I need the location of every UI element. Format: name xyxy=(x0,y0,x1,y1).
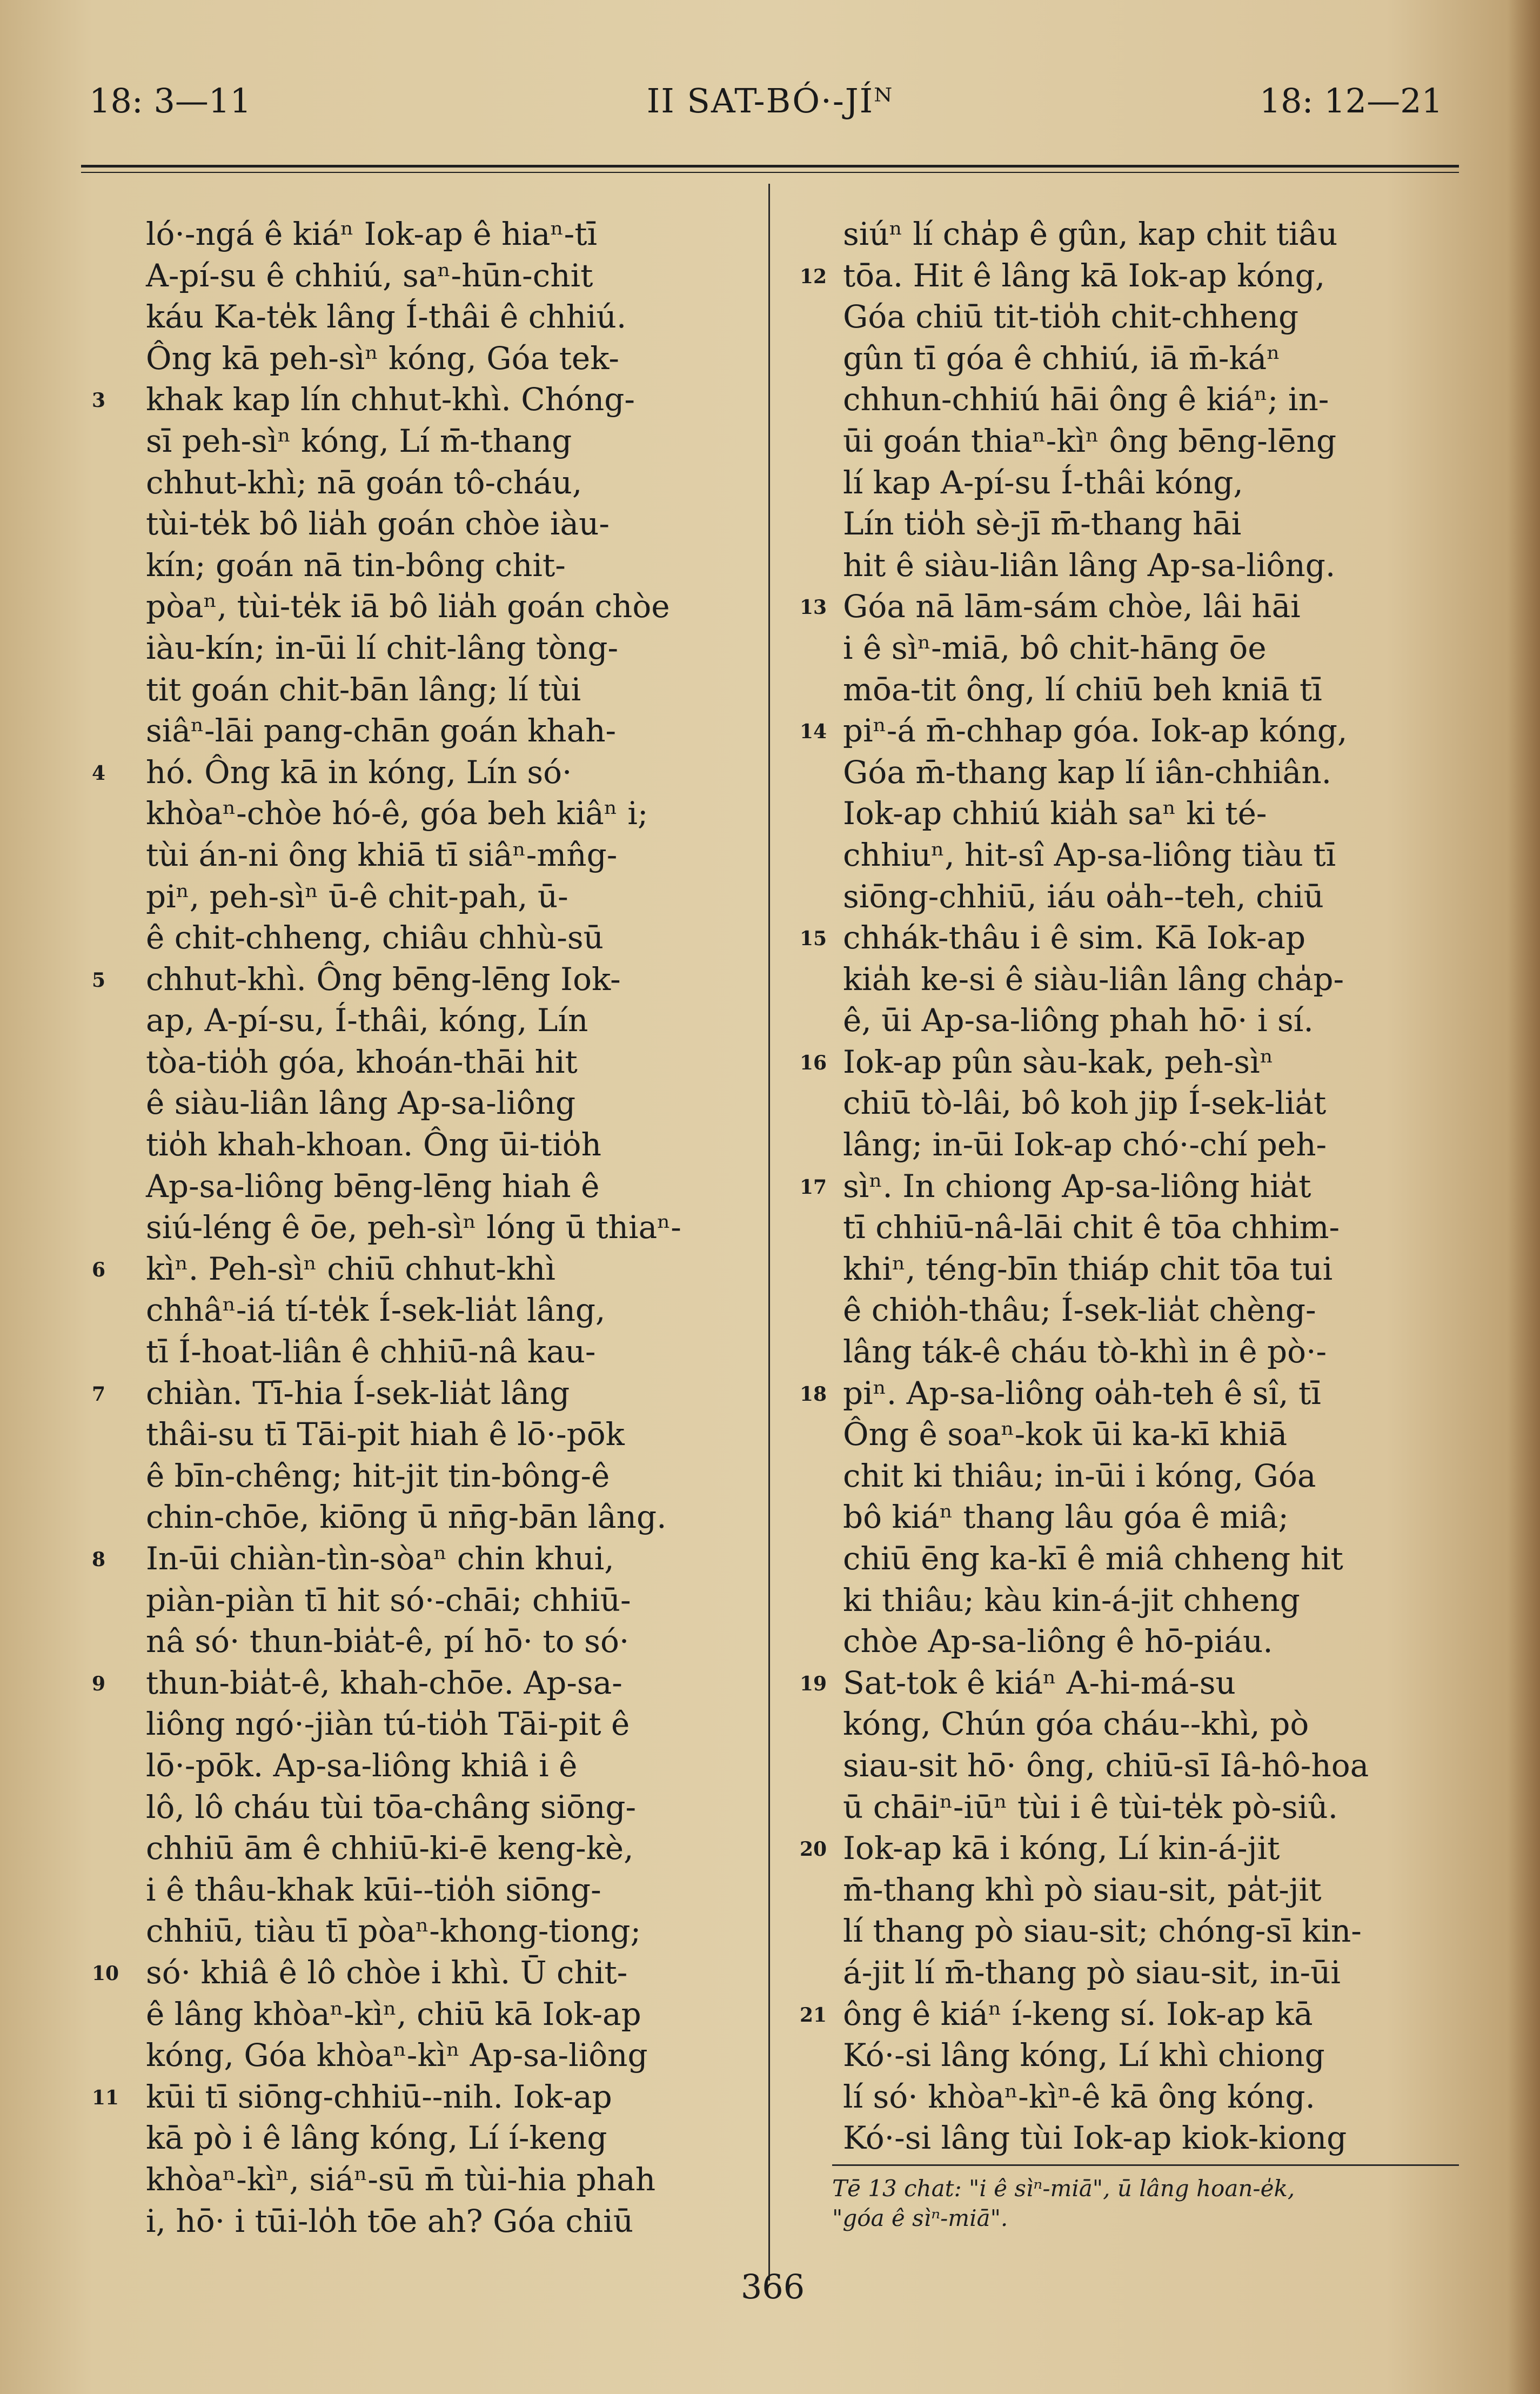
line-text: mōa-tit ông, lí chiū beh kniā tī xyxy=(843,671,1322,708)
line-text: lô, lô cháu tùi tōa-châng siōng- xyxy=(146,1788,637,1825)
text-line xyxy=(146,876,751,918)
text-line xyxy=(843,545,1459,586)
line-text: khiⁿ, téng-bīn thiáp chit tōa tui xyxy=(843,1250,1333,1287)
line-text: Ông ê soaⁿ-kok ūi ka-kī khiā xyxy=(843,1416,1288,1453)
text-line xyxy=(146,213,751,255)
text-line xyxy=(146,545,751,586)
text-line xyxy=(843,1621,1459,1662)
line-text: hó. Ông kā in kóng, Lín só· xyxy=(146,753,572,791)
text-line xyxy=(843,1289,1459,1331)
verse-number: 20 xyxy=(800,1838,827,1861)
line-text: chiàn. Tī-hia Í-sek-lia̍t lâng xyxy=(146,1374,570,1412)
text-line xyxy=(146,1703,751,1745)
line-text: liông ngó·-jiàn tú-tio̍h Tāi-pit ê xyxy=(146,1706,630,1743)
text-line xyxy=(843,1952,1459,1994)
text-line xyxy=(800,710,1459,752)
text-line xyxy=(843,503,1459,545)
text-line xyxy=(843,213,1459,255)
line-text: chhiū ām ê chhiū-ki-ē keng-kè, xyxy=(146,1830,634,1867)
text-line xyxy=(146,503,751,545)
line-text: chòe Ap-sa-liông ê hō-piáu. xyxy=(843,1623,1273,1660)
line-text: ê siàu-liân lâng Ap-sa-liông xyxy=(146,1085,576,1122)
line-text: ê chit-chheng, chiâu chhù-sū xyxy=(146,919,604,957)
header-rule xyxy=(81,165,1459,168)
verse-number: 11 xyxy=(92,2086,119,2109)
text-line xyxy=(843,627,1459,669)
verse-number: 16 xyxy=(800,1051,827,1074)
text-line xyxy=(146,1207,751,1248)
line-text: tio̍h khah-khoan. Ông ūi-tio̍h xyxy=(146,1126,601,1163)
header-left-reference: 18: 3—11 xyxy=(89,81,251,121)
text-line xyxy=(800,1041,1459,1083)
line-text: lâng ták-ê cháu tò-khì in ê pò·- xyxy=(843,1333,1327,1370)
line-text: piⁿ. Ap-sa-liông oa̍h-teh ê sî, tī xyxy=(843,1374,1321,1412)
text-line xyxy=(146,255,751,297)
verse-number: 21 xyxy=(800,2003,827,2027)
text-line xyxy=(146,2117,751,2159)
line-text: Ap-sa-liông bēng-lēng hiah ê xyxy=(146,1167,600,1205)
line-text: lí kap A-pí-su Í-thâi kóng, xyxy=(843,464,1243,501)
text-line xyxy=(146,669,751,711)
text-line xyxy=(146,834,751,876)
text-line xyxy=(843,1207,1459,1248)
line-text: hit ê siàu-liân lâng Ap-sa-liông. xyxy=(843,546,1336,584)
footnote-rule xyxy=(832,2164,1459,2166)
line-text: siâⁿ-lāi pang-chān goán khah- xyxy=(146,712,617,750)
text-line xyxy=(800,1373,1459,1414)
verse-number: 17 xyxy=(800,1175,827,1199)
line-text: tōa. Hit ê lâng kā Iok-ap kóng, xyxy=(843,257,1325,294)
line-text: Iok-ap chhiú kia̍h saⁿ ki té- xyxy=(843,795,1267,832)
verse-number: 13 xyxy=(800,596,827,619)
text-line xyxy=(146,2201,751,2242)
text-line xyxy=(843,1455,1459,1497)
text-line xyxy=(800,1166,1459,1207)
line-text: kóng, Chún góa cháu--khì, pò xyxy=(843,1706,1309,1743)
line-text: chhiuⁿ, hit-sî Ap-sa-liông tiàu tī xyxy=(843,836,1336,873)
line-text: ū chāiⁿ-iūⁿ tùi i ê tùi-te̍k pò-siû. xyxy=(843,1788,1338,1825)
text-line xyxy=(92,2076,751,2118)
text-line xyxy=(843,1580,1459,1621)
text-line xyxy=(800,1662,1459,1704)
text-line xyxy=(843,338,1459,379)
line-text: i ê sìⁿ-miā, bô chit-hāng ōe xyxy=(843,629,1267,666)
text-line xyxy=(146,1496,751,1538)
header-book-title: II SAT-BÓ·-JÍᴺ xyxy=(646,81,894,121)
text-line xyxy=(800,1994,1459,2035)
line-text: ap, A-pí-su, Í-thâi, kóng, Lín xyxy=(146,1002,588,1039)
line-text: chiū ēng ka-kī ê miâ chheng hit xyxy=(843,1540,1343,1577)
line-text: A-pí-su ê chhiú, saⁿ-hūn-chit xyxy=(146,257,593,294)
text-line xyxy=(146,462,751,504)
text-line xyxy=(146,1745,751,1787)
text-line xyxy=(843,752,1459,793)
text-line xyxy=(800,1828,1459,1869)
line-text: piⁿ-á m̄-chhap góa. Iok-ap kóng, xyxy=(843,712,1348,750)
text-line xyxy=(843,379,1459,420)
text-line xyxy=(146,793,751,834)
text-line xyxy=(146,1414,751,1455)
line-text: siú-léng ê ōe, peh-sìⁿ lóng ū thiaⁿ- xyxy=(146,1209,681,1246)
line-text: siau-sit hō· ông, chiū-sī Iâ-hô-hoa xyxy=(843,1747,1369,1784)
column-divider xyxy=(768,184,770,2281)
text-line xyxy=(146,1869,751,1911)
text-line xyxy=(843,1124,1459,1166)
text-line xyxy=(843,1745,1459,1787)
line-text: kìⁿ. Peh-sìⁿ chiū chhut-khì xyxy=(146,1250,555,1287)
text-line xyxy=(843,2117,1459,2159)
text-line xyxy=(843,793,1459,834)
text-line xyxy=(146,338,751,379)
line-text: ông ê kiáⁿ í-keng sí. Iok-ap kā xyxy=(843,1995,1313,2032)
text-line xyxy=(146,1994,751,2035)
line-text: i ê thâu-khak kūi--tio̍h siōng- xyxy=(146,1871,601,1908)
line-text: ki thiâu; kàu kin-á-jit chheng xyxy=(843,1581,1300,1619)
left-column xyxy=(92,213,751,2242)
line-text: lō·-pōk. Ap-sa-liông khiâ i ê xyxy=(146,1747,578,1784)
line-text: thâi-su tī Tāi-pit hiah ê lō·-pōk xyxy=(146,1416,625,1453)
line-text: chhiū, tiàu tī pòaⁿ-khong-tiong; xyxy=(146,1912,641,1950)
line-text: iàu-kín; in-ūi lí chit-lâng tòng- xyxy=(146,629,619,666)
text-line xyxy=(843,462,1459,504)
text-line xyxy=(92,379,751,420)
text-line xyxy=(92,1952,751,1994)
text-line xyxy=(843,2076,1459,2118)
line-text: chhâⁿ-iá tí-te̍k Í-sek-lia̍t lâng, xyxy=(146,1292,606,1329)
text-line xyxy=(843,834,1459,876)
text-line xyxy=(843,1000,1459,1041)
line-text: tùi án-ni ông khiā tī siâⁿ-mn̂g- xyxy=(146,836,618,873)
text-line xyxy=(146,2159,751,2201)
text-line xyxy=(146,1621,751,1662)
verse-number: 3 xyxy=(92,389,106,412)
line-text: chiū tò-lâi, bô koh jip Í-sek-lia̍t xyxy=(843,1085,1327,1122)
line-text: tī Í-hoat-liân ê chhiū-nâ kau- xyxy=(146,1333,596,1370)
line-text: sìⁿ. In chiong Ap-sa-liông hia̍t xyxy=(843,1167,1311,1205)
line-text: chhut-khì; nā goán tô-cháu, xyxy=(146,464,582,501)
text-line xyxy=(843,1910,1459,1952)
line-text: khòaⁿ-kìⁿ, siáⁿ-sū m̄ tùi-hia phah xyxy=(146,2161,656,2198)
right-column xyxy=(800,213,1459,2159)
line-text: tit goán chit-bān lâng; lí tùi xyxy=(146,671,581,708)
line-text: In-ūi chiàn-tìn-sòaⁿ chin khui, xyxy=(146,1540,614,1577)
text-line xyxy=(146,627,751,669)
line-text: kūi tī siōng-chhiū--nih. Iok-ap xyxy=(146,2078,612,2115)
footnote-line-1: Tē 13 chat: "i ê sìⁿ-miā", ū lâng hoan-e̍k, xyxy=(832,2175,1295,2202)
text-line xyxy=(843,876,1459,918)
text-line xyxy=(92,1248,751,1290)
text-line xyxy=(843,1787,1459,1828)
line-text: gûn tī góa ê chhiú, iā m̄-káⁿ xyxy=(843,339,1281,377)
page-number: 366 xyxy=(740,2267,805,2306)
line-text: Ông kā peh-sìⁿ kóng, Góa tek- xyxy=(146,339,619,377)
line-text: bô kiáⁿ thang lâu góa ê miâ; xyxy=(843,1499,1289,1536)
line-text: Iok-ap kā i kóng, Lí kin-á-jit xyxy=(843,1830,1280,1867)
text-line xyxy=(92,1373,751,1414)
text-line xyxy=(843,2035,1459,2076)
line-text: siúⁿ lí cha̍p ê gûn, kap chit tiâu xyxy=(843,216,1338,252)
line-text: Góa chiū tit-tio̍h chit-chheng xyxy=(843,298,1299,336)
text-line xyxy=(800,917,1459,959)
text-line xyxy=(146,1331,751,1373)
header-rule-thin xyxy=(81,172,1459,173)
text-line xyxy=(146,296,751,338)
line-text: pòaⁿ, tùi-te̍k iā bô lia̍h goán chòe xyxy=(146,588,670,625)
verse-number: 8 xyxy=(92,1548,106,1571)
line-text: kia̍h ke-si ê siàu-liân lâng cha̍p- xyxy=(843,960,1344,998)
text-line xyxy=(92,959,751,1000)
verse-number: 4 xyxy=(92,761,106,785)
line-text: khòaⁿ-chòe hó-ê, góa beh kiâⁿ i; xyxy=(146,795,648,832)
text-line xyxy=(800,586,1459,627)
text-line xyxy=(92,1662,751,1704)
line-text: Iok-ap pûn sàu-kak, peh-sìⁿ xyxy=(843,1043,1274,1080)
text-line xyxy=(843,669,1459,711)
line-text: ê lâng khòaⁿ-kìⁿ, chiū kā Iok-ap xyxy=(146,1995,641,2032)
line-text: lí só· khòaⁿ-kìⁿ-ê kā ông kóng. xyxy=(843,2078,1315,2115)
line-text: kín; goán nā tin-bông chit- xyxy=(146,546,566,584)
text-line xyxy=(92,1538,751,1580)
line-text: Góa m̄-thang kap lí iân-chhiân. xyxy=(843,753,1332,791)
text-line xyxy=(843,420,1459,462)
line-text: chhun-chhiú hāi ông ê kiáⁿ; in- xyxy=(843,381,1329,418)
line-text: lí thang pò siau-sit; chóng-sī kin- xyxy=(843,1912,1362,1950)
text-line xyxy=(146,1166,751,1207)
line-text: m̄-thang khì pò siau-sit, pa̍t-jit xyxy=(843,1871,1322,1908)
text-line xyxy=(146,1082,751,1124)
text-line xyxy=(843,296,1459,338)
line-text: Kó·-si lâng tùi Iok-ap kiok-kiong xyxy=(843,2119,1347,2157)
text-line xyxy=(146,1041,751,1083)
text-line xyxy=(146,586,751,627)
text-line xyxy=(146,1787,751,1828)
line-text: Kó·-si lâng kóng, Lí khì chiong xyxy=(843,2037,1325,2074)
text-line xyxy=(146,1000,751,1041)
text-line xyxy=(146,917,751,959)
verse-number: 19 xyxy=(800,1672,827,1695)
line-text: i, hō· i tūi-lo̍h tōe ah? Góa chiū xyxy=(146,2202,634,2239)
line-text: Lín tio̍h sè-jī m̄-thang hāi xyxy=(843,505,1242,543)
line-text: tòa-tio̍h góa, khoán-thāi hit xyxy=(146,1043,578,1080)
text-line xyxy=(843,1496,1459,1538)
line-text: piàn-piàn tī hit só·-chāi; chhiū- xyxy=(146,1581,631,1619)
text-line xyxy=(843,1331,1459,1373)
text-line xyxy=(146,420,751,462)
line-text: piⁿ, peh-sìⁿ ū-ê chit-pah, ū- xyxy=(146,878,568,915)
line-text: khak kap lín chhut-khì. Chóng- xyxy=(146,381,635,418)
text-line xyxy=(92,752,751,793)
line-text: nâ só· thun-bia̍t-ê, pí hō· to só· xyxy=(146,1623,630,1660)
verse-number: 15 xyxy=(800,927,827,951)
line-text: lâng; in-ūi Iok-ap chó·-chí peh- xyxy=(843,1126,1327,1163)
line-text: Góa nā lām-sám chòe, lâi hāi xyxy=(843,588,1301,625)
text-line xyxy=(843,1414,1459,1455)
verse-number: 10 xyxy=(92,1962,119,1985)
text-line xyxy=(146,1828,751,1869)
verse-number: 6 xyxy=(92,1258,106,1281)
line-text: tùi-te̍k bô lia̍h goán chòe iàu- xyxy=(146,505,610,543)
line-text: sī peh-sìⁿ kóng, Lí m̄-thang xyxy=(146,422,572,459)
text-line xyxy=(843,959,1459,1000)
line-text: kóng, Góa khòaⁿ-kìⁿ Ap-sa-liông xyxy=(146,2037,648,2074)
header-right-reference: 18: 12—21 xyxy=(1259,81,1443,121)
line-text: siōng-chhiū, iáu oa̍h--teh, chiū xyxy=(843,878,1324,915)
text-line xyxy=(146,1910,751,1952)
verse-number: 7 xyxy=(92,1382,106,1406)
text-line xyxy=(843,1082,1459,1124)
line-text: ló·-ngá ê kiáⁿ Iok-ap ê hiaⁿ-tī xyxy=(146,216,598,252)
text-line xyxy=(843,1538,1459,1580)
verse-number: 5 xyxy=(92,968,106,992)
text-line xyxy=(146,1124,751,1166)
line-text: tī chhiū-nâ-lāi chit ê tōa chhim- xyxy=(843,1209,1340,1246)
text-line xyxy=(146,1289,751,1331)
line-text: kā pò i ê lâng kóng, Lí í-keng xyxy=(146,2119,607,2157)
text-line xyxy=(146,1580,751,1621)
line-text: chin-chōe, kiōng ū nn̄g-bān lâng. xyxy=(146,1499,667,1536)
text-line xyxy=(146,710,751,752)
line-text: só· khiâ ê lô chòe i khì. Ū chit- xyxy=(146,1954,628,1991)
verse-number: 18 xyxy=(800,1382,827,1406)
line-text: á-jit lí m̄-thang pò siau-sit, in-ūi xyxy=(843,1954,1341,1991)
text-line xyxy=(800,255,1459,297)
line-text: ê bīn-chêng; hit-jit tin-bông-ê xyxy=(146,1457,610,1494)
line-text: thun-bia̍t-ê, khah-chōe. Ap-sa- xyxy=(146,1664,622,1701)
line-text: Sat-tok ê kiáⁿ A-hi-má-su xyxy=(843,1664,1236,1701)
text-line xyxy=(146,2035,751,2076)
line-text: ê, ūi Ap-sa-liông phah hō· i sí. xyxy=(843,1002,1314,1039)
text-line xyxy=(146,1455,751,1497)
line-text: ê chio̍h-thâu; Í-sek-lia̍t chèng- xyxy=(843,1292,1316,1329)
footnote-line-2: "góa ê sìⁿ-miā". xyxy=(832,2205,1008,2231)
text-line xyxy=(843,1703,1459,1745)
verse-number: 12 xyxy=(800,265,827,288)
text-line xyxy=(843,1248,1459,1290)
line-text: chhut-khì. Ông bēng-lēng Iok- xyxy=(146,960,621,998)
verse-number: 9 xyxy=(92,1672,106,1695)
line-text: káu Ka-te̍k lâng Í-thâi ê chhiú. xyxy=(146,298,627,336)
line-text: chhák-thâu i ê sim. Kā Iok-ap xyxy=(843,919,1306,957)
line-text: ūi goán thiaⁿ-kìⁿ ông bēng-lēng xyxy=(843,422,1337,459)
verse-number: 14 xyxy=(800,720,827,744)
text-line xyxy=(843,1869,1459,1911)
line-text: chit ki thiâu; in-ūi i kóng, Góa xyxy=(843,1457,1316,1494)
